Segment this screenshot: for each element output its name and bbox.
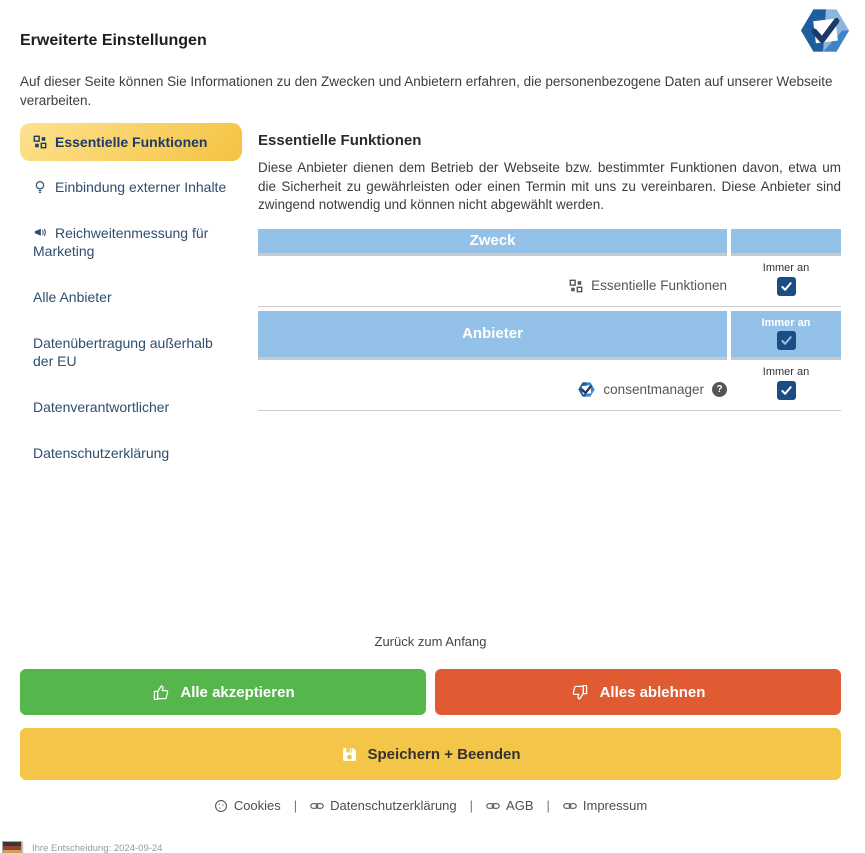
action-buttons (20, 669, 841, 715)
purpose-row-label: Essentielle Funktionen (591, 278, 727, 293)
section-heading: Essentielle Funktionen (258, 132, 422, 149)
sidebar-item-alle-anbieter[interactable] (20, 288, 242, 306)
main-panel (258, 123, 841, 411)
consentmanager-logo-icon[interactable] (800, 8, 850, 53)
always-on-label: Immer an (762, 365, 810, 378)
vendor-row-label-zone (258, 366, 727, 400)
purpose-always-on-checkbox[interactable] (777, 277, 796, 296)
sidebar-item-reichweitenmessung[interactable] (20, 224, 242, 260)
vendor-always-on-checkbox[interactable] (777, 381, 796, 400)
content-row (20, 123, 841, 628)
page-title: Erweiterte Einstellungen (20, 32, 207, 49)
grid-icon (33, 135, 47, 149)
help-icon[interactable]: ? (712, 382, 727, 397)
footer-separator: | (469, 798, 474, 813)
save-exit-label: Speichern + Beenden (367, 745, 521, 763)
german-flag-icon[interactable] (2, 841, 22, 853)
footer-link-agb[interactable] (486, 798, 533, 813)
footer-link-datenschutzerklaerung[interactable] (310, 798, 456, 813)
sidebar (20, 123, 242, 490)
purpose-header-always-cell (731, 229, 841, 256)
sidebar-item-essentielle-funktionen[interactable] (20, 123, 242, 161)
vendor-header-label: Anbieter (462, 325, 523, 342)
footer-links (20, 798, 841, 813)
sidebar-item-label: Datenübertragung außerhalb der EU (33, 335, 213, 369)
vendor-table-header (258, 311, 841, 360)
sidebar-item-label: Datenverantwortlicher (33, 399, 170, 415)
sidebar-item-label: Datenschutzerklärung (33, 445, 170, 461)
vendor-header-always-on-checkbox[interactable] (777, 331, 796, 350)
link-icon (486, 801, 500, 811)
link-icon (310, 801, 324, 811)
megaphone-icon (33, 226, 47, 240)
footer-link-cookies[interactable] (214, 798, 281, 813)
footer-link-label: Datenschutzerklärung (330, 798, 457, 813)
purpose-row-label-zone (258, 262, 727, 296)
always-on-label: Immer an (761, 317, 811, 329)
sidebar-item-einbindung-externer-inhalte[interactable] (20, 178, 242, 196)
purpose-table (258, 229, 841, 307)
decision-date-label: Ihre Entscheidung: 2024-09-24 (32, 843, 163, 853)
accept-all-button[interactable] (20, 669, 426, 715)
grid-icon (569, 279, 583, 293)
purpose-header-cell (258, 229, 727, 256)
footer-separator: | (293, 798, 298, 813)
purpose-row-side (731, 262, 841, 296)
sidebar-item-datenuebertragung[interactable] (20, 334, 242, 370)
reject-all-button[interactable] (435, 669, 841, 715)
link-icon (563, 801, 577, 811)
section-description: Diese Anbieter dienen dem Betrieb der Webseite bzw. bestimmter Funktionen davon, etwa um die Sicherheit zu gewährleisten oder einen Termin mit uns zu vereinbaren. Diese Anbieter sind zwingend notwendig und können nicht abgewählt werden. (258, 160, 841, 212)
sidebar-item-label: Reichweitenmessung für Marketing (33, 225, 209, 259)
vendor-header-always-cell (731, 311, 841, 360)
purpose-row (258, 256, 841, 307)
footer-link-impressum[interactable] (563, 798, 647, 813)
back-to-top-link[interactable]: Zurück zum Anfang (374, 634, 487, 649)
purpose-table-header (258, 229, 841, 256)
footer-link-label: AGB (506, 798, 534, 813)
save-icon (341, 746, 358, 763)
vendor-table (258, 311, 841, 411)
sidebar-item-label: Alle Anbieter (33, 289, 112, 305)
sidebar-item-label: Einbindung externer Inhalte (55, 179, 227, 195)
footer-link-label: Cookies (233, 798, 281, 813)
sidebar-item-label: Essentielle Funktionen (55, 134, 208, 150)
vendor-row (258, 360, 841, 411)
purpose-header-label: Zweck (469, 232, 516, 249)
cookie-icon (214, 799, 228, 813)
always-on-label: Immer an (762, 261, 810, 274)
vendor-row-label: consentmanager (603, 382, 704, 397)
consentmanager-logo-icon (578, 382, 595, 397)
footer-separator: | (546, 798, 550, 813)
page-description: Auf dieser Seite können Sie Informationen zu den Zwecken und Anbietern erfahren, die personenbezogene Daten auf unserer Webseite verarbeiten. (20, 74, 833, 108)
decision-bar (2, 841, 162, 853)
save-exit-button[interactable] (20, 728, 841, 780)
thumbs-down-icon (571, 683, 590, 702)
lightbulb-icon (33, 180, 47, 194)
thumbs-up-icon (151, 683, 170, 702)
vendor-header-cell (258, 311, 727, 360)
reject-all-label: Alles ablehnen (599, 683, 706, 701)
footer-link-label: Impressum (582, 798, 648, 813)
accept-all-label: Alle akzeptieren (180, 683, 295, 701)
sidebar-item-datenschutzerklaerung[interactable] (20, 444, 242, 462)
sidebar-item-datenverantwortlicher[interactable] (20, 398, 242, 416)
vendor-row-side (731, 366, 841, 400)
